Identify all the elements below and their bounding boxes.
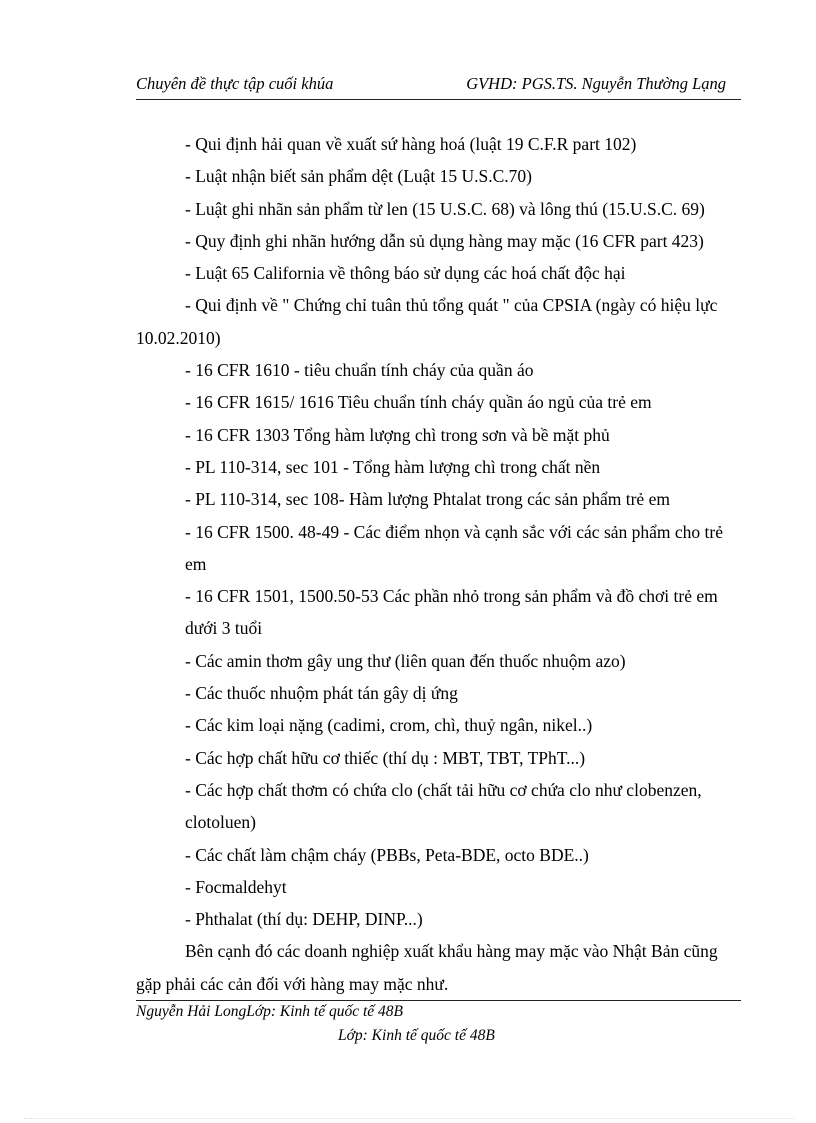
- body-line: - PL 110-314, sec 108- Hàm lượng Phtalat trong các sản phẩm trẻ em: [185, 489, 670, 510]
- body-line: - Các hợp chất hữu cơ thiếc (thí dụ : MBT, TBT, TPhT...): [185, 747, 586, 768]
- footer-divider: [136, 1000, 741, 1001]
- body-line: - Các amin thơm gây ung thư (liên quan đến thuốc nhuộm azo): [185, 650, 626, 671]
- body-line: - Quy định ghi nhãn hướng dẫn sủ dụng hàng may mặc (16 CFR part 423): [185, 230, 704, 251]
- body-line: - 16 CFR 1615/ 1616 Tiêu chuẩn tính cháy quần áo ngủ của trẻ em: [185, 392, 652, 413]
- body-line: - 16 CFR 1500. 48-49 - Các điểm nhọn và cạnh sắc với các sản phẩm cho trẻ em: [185, 521, 724, 574]
- body-line: - Phthalat (thí dụ: DEHP, DINP...): [185, 909, 423, 930]
- body-line: - Qui định về " Chứng chỉ tuân thủ tổng quát " của CPSIA (ngày có hiệu lực 10.02.2010): [136, 295, 718, 348]
- body-line: - Các chất làm chậm cháy (PBBs, Peta-BDE, octo BDE..): [185, 844, 589, 865]
- body-line: - Các hợp chất thơm có chứa clo (chất tải hữu cơ chứa clo như clobenzen, clotoluen): [185, 779, 702, 833]
- body-line: - Các kim loại nặng (cadimi, crom, chì, thuỷ ngân, nikel..): [185, 715, 593, 736]
- document-body: [136, 128, 728, 1000]
- body-line: - Qui định hải quan về xuất sứ hàng hoá (luật 19 C.F.R part 102): [185, 134, 637, 154]
- body-line: - 16 CFR 1303 Tổng hàm lượng chì trong sơn và bề mặt phủ: [185, 424, 610, 445]
- body-line: - Focmaldehyt: [185, 876, 287, 897]
- page-bottom-edge: [24, 1118, 794, 1119]
- header-report-title: Chuyên đề thực tập cuối khúa: [136, 74, 334, 93]
- body-line: - Luật 65 California về thông báo sử dụng các hoá chất độc hại: [185, 263, 626, 284]
- footer-author: Nguyễn Hải LongLớp: Kinh tế quốc tế 48B: [136, 1003, 404, 1020]
- body-line: - Luật ghi nhãn sản phẩm từ len (15 U.S.C. 68) và lông thú (15.U.S.C. 69): [185, 198, 705, 219]
- header-supervisor: GVHD: PGS.TS. Nguyễn Thường Lạng: [466, 74, 726, 93]
- page-header: [136, 74, 726, 98]
- body-line: Bên cạnh đó các doanh nghiệp xuất khẩu hàng may mặc vào Nhật Bản cũng gặp phải các cản đối với hàng may mặc như.: [136, 941, 718, 994]
- header-divider: [136, 99, 741, 100]
- body-line: - PL 110-314, sec 101 - Tổng hàm lượng chì trong chất nền: [185, 456, 601, 477]
- body-line: - Luật nhận biết sản phẩm dệt (Luật 15 U.S.C.70): [185, 166, 533, 187]
- body-line: - 16 CFR 1610 - tiêu chuẩn tính cháy của quần áo: [185, 360, 534, 381]
- footer-class: Lớp: Kinh tế quốc tế 48B: [338, 1027, 495, 1044]
- body-line: - 16 CFR 1501, 1500.50-53 Các phần nhỏ trong sản phẩm và đồ chơi trẻ em dưới 3 tuổi: [185, 586, 718, 639]
- body-line: - Các thuốc nhuộm phát tán gây dị ứng: [185, 683, 458, 704]
